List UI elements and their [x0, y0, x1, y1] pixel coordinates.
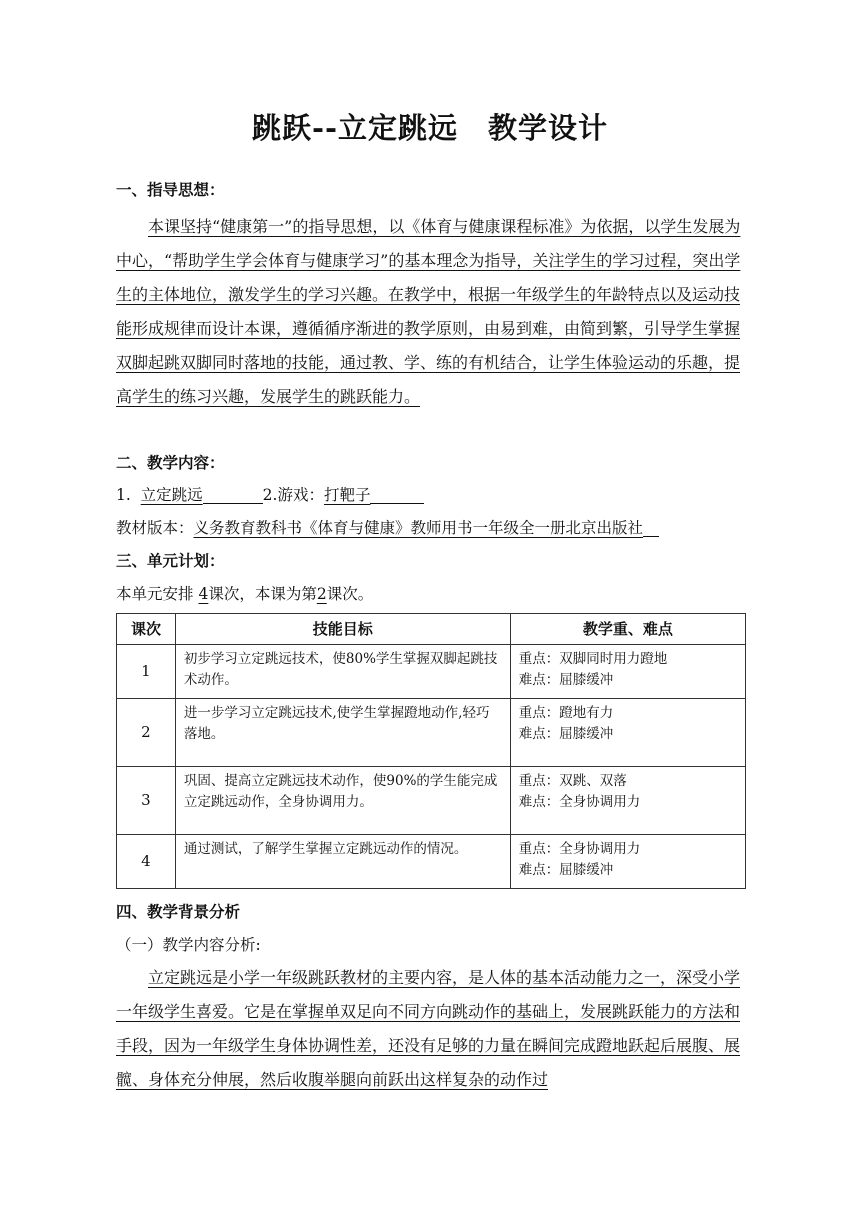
plan-text-b: 课次，本课为第	[208, 585, 317, 603]
key-points	[510, 767, 745, 835]
difficulty-point: 难点：屈膝缓冲	[518, 672, 614, 688]
plan-text-a: 本单元安排	[116, 585, 194, 603]
key-points	[510, 835, 745, 889]
lesson-number: 1	[117, 645, 176, 699]
key-point: 重点：蹬地有力	[518, 705, 614, 721]
key-points	[510, 699, 745, 767]
section1-paragraph	[116, 210, 746, 414]
textbook-blank	[643, 520, 659, 537]
header-lesson: 课次	[117, 614, 176, 645]
unit-plan-line	[116, 582, 373, 604]
plan-lessons: 4	[198, 585, 209, 603]
key-point: 重点：双脚同时用力蹬地	[518, 651, 668, 667]
section4-paragraph	[116, 961, 746, 1097]
header-skill-goal: 技能目标	[175, 614, 510, 645]
section4-heading: 四、教学背景分析	[116, 903, 241, 921]
item1-prefix: 1.	[116, 486, 131, 504]
section4-text: 立定跳远是小学一年级跳跃教材的主要内容，是人体的基本活动能力之一，深受小学一年级学生喜爱。它是在掌握单双足向不同方向跳动作的基础上，发展跳跃能力的方法和手段，因为一年级学生身体协调性差，还没有足够的力量在瞬间完成蹬地跃起后展腹、展髋、身体充分伸展，然后收腹举腿向前跃出这样复杂的动作过	[116, 968, 741, 1089]
plan-current: 2	[316, 585, 327, 603]
lesson-number: 2	[117, 699, 176, 767]
item1-blank	[203, 487, 263, 504]
section3-heading: 三、单元计划：	[116, 552, 225, 570]
key-point: 重点：双跳、双落	[518, 773, 627, 789]
table-row	[117, 835, 746, 889]
textbook-value: 义务教育教科书《体育与健康》教师用书一年级全一册北京出版社	[193, 519, 644, 537]
skill-goal: 初步学习立定跳远技术，使80%学生掌握双脚起跳技术动作。	[175, 645, 510, 699]
skill-goal: 进一步学习立定跳远技术,使学生掌握蹬地动作,轻巧落地。	[175, 699, 510, 767]
document-title: 跳跃--立定跳远 教学设计	[251, 111, 609, 145]
header-key-points: 教学重、难点	[510, 614, 745, 645]
lesson-number: 3	[117, 767, 176, 835]
section1-text: 本课坚持“健康第一”的指导思想，以《体育与健康课程标准》为依据，以学生发展为中心，“帮助学生学会体育与健康学习”的基本理念为指导，关注学生的学习过程，突出学生的主体地位，激发学生的学习兴趣。在教学中，根据一年级学生的年龄特点以及运动技能形成规律而设计本课，遵循循序渐进的教学原则，由易到难，由简到繁，引导学生掌握双脚起跳双脚同时落地的技能，通过教、学、练的有机结合，让学生体验运动的乐趣，提高学生的练习兴趣，发展学生的跳跃能力。	[116, 217, 741, 406]
item2-value: 打靶子	[323, 486, 371, 504]
difficulty-point: 难点：全身协调用力	[518, 794, 641, 810]
item1-value: 立定跳远	[140, 486, 203, 504]
plan-text-c: 课次。	[326, 585, 374, 603]
content-items	[116, 483, 424, 505]
section4-subheading: （一）教学内容分析:	[116, 936, 261, 954]
section2-heading: 二、教学内容：	[116, 454, 225, 472]
difficulty-point: 难点：屈膝缓冲	[518, 726, 614, 742]
table-row	[117, 645, 746, 699]
table-row	[117, 767, 746, 835]
skill-goal: 巩固、提高立定跳远技术动作，使90%的学生能完成立定跳远动作，全身协调用力。	[175, 767, 510, 835]
lesson-number: 4	[117, 835, 176, 889]
unit-plan-table	[116, 613, 746, 889]
key-point: 重点：全身协调用力	[518, 841, 641, 857]
textbook-line	[116, 516, 659, 538]
table-row	[117, 699, 746, 767]
table-header-row	[117, 614, 746, 645]
item2-label: 2.游戏：	[262, 486, 324, 504]
key-points	[510, 645, 745, 699]
section1-heading: 一、指导思想：	[116, 181, 225, 199]
skill-goal: 通过测试，了解学生掌握立定跳远动作的情况。	[175, 835, 510, 889]
textbook-label: 教材版本：	[116, 519, 194, 537]
item2-blank	[370, 487, 424, 504]
difficulty-point: 难点：屈膝缓冲	[518, 862, 614, 878]
